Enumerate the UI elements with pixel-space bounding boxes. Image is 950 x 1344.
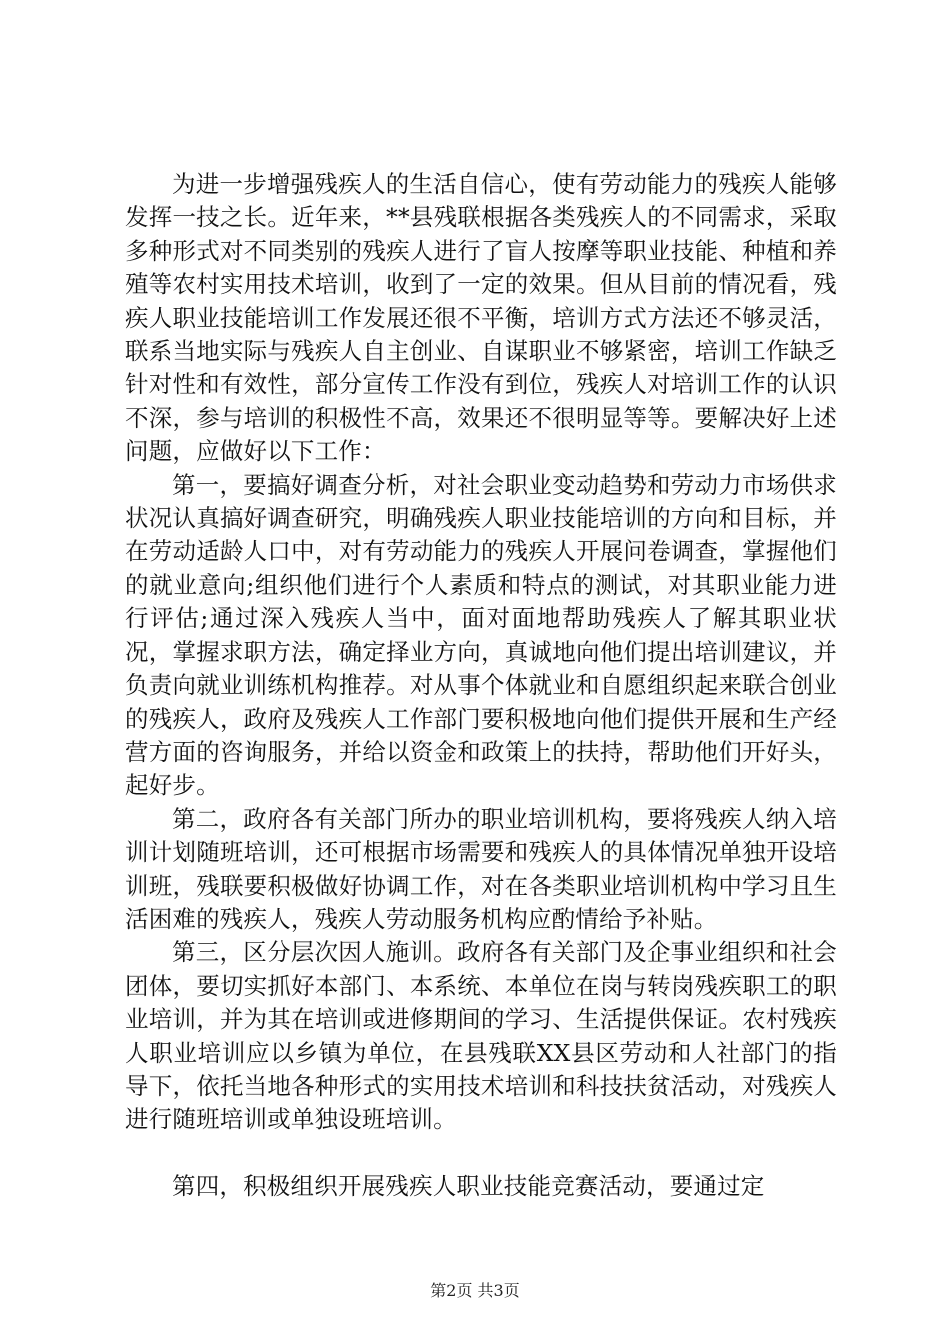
paragraph-intro: 为进一步增强残疾人的生活自信心，使有劳动能力的残疾人能够发挥一技之长。近年来，**县残联根据各类残疾人的不同需求，采取多种形式对不同类别的残疾人进行了盲人按摩等职业技能、种植和养殖等农村实用技术培训，收到了一定的效果。但从目前的情况看，残疾人职业技能培训工作发展还很不平衡，培训方式方法还不够灵活，联系当地实际与残疾人自主创业、自谋职业不够紧密，培训工作缺乏针对性和有效性，部分宣传工作没有到位，残疾人对培训工作的认识不深，参与培训的积极性不高，效果还不很明显等等。要解决好上述问题，应做好以下工作： (125, 170, 837, 466)
paragraph-second: 第二，政府各有关部门所办的职业培训机构，要将残疾人纳入培训计划随班培训，还可根据市场需要和残疾人的具体情况单独开设培训班，残联要积极做好协调工作，对在各类职业培训机构中学习且生活困难的残疾人，残疾人劳动服务机构应酌情给予补贴。 (125, 804, 837, 933)
document-body (125, 168, 837, 1203)
paragraph-first: 第一，要搞好调查分析，对社会职业变动趋势和劳动力市场供求状况认真搞好调查研究，明确残疾人职业技能培训的方向和目标，并在劳动适龄人口中，对有劳动能力的残疾人开展问卷调查，掌握他们的就业意向;组织他们进行个人素质和特点的测试，对其职业能力进行评估;通过深入残疾人当中，面对面地帮助残疾人了解其职业状况，掌握求职方法，确定择业方向，真诚地向他们提出培训建议，并负责向就业训练机构推荐。对从事个体就业和自愿组织起来联合创业的残疾人，政府及残疾人工作部门要积极地向他们提供开展和生产经营方面的咨询服务，并给以资金和政策上的扶持，帮助他们开好头，起好步。 (125, 470, 837, 800)
paragraph-fourth: 第四，积极组织开展残疾人职业技能竞赛活动，要通过定 (172, 1171, 765, 1200)
paragraph-third: 第三，区分层次因人施训。政府各有关部门及企事业组织和社会团体，要切实抓好本部门、本系统、本单位在岗与转岗残疾职工的职业培训，并为其在培训或进修期间的学习、生活提供保证。农村残疾人职业培训应以乡镇为单位，在县残联XX县区劳动和人社部门的指导下，依托当地各种形式的实用技术培训和科技扶贫活动，对残疾人进行随班培训或单独设班培训。 (125, 938, 837, 1134)
page-number-footer: 第2页 共3页 (430, 1281, 520, 1300)
